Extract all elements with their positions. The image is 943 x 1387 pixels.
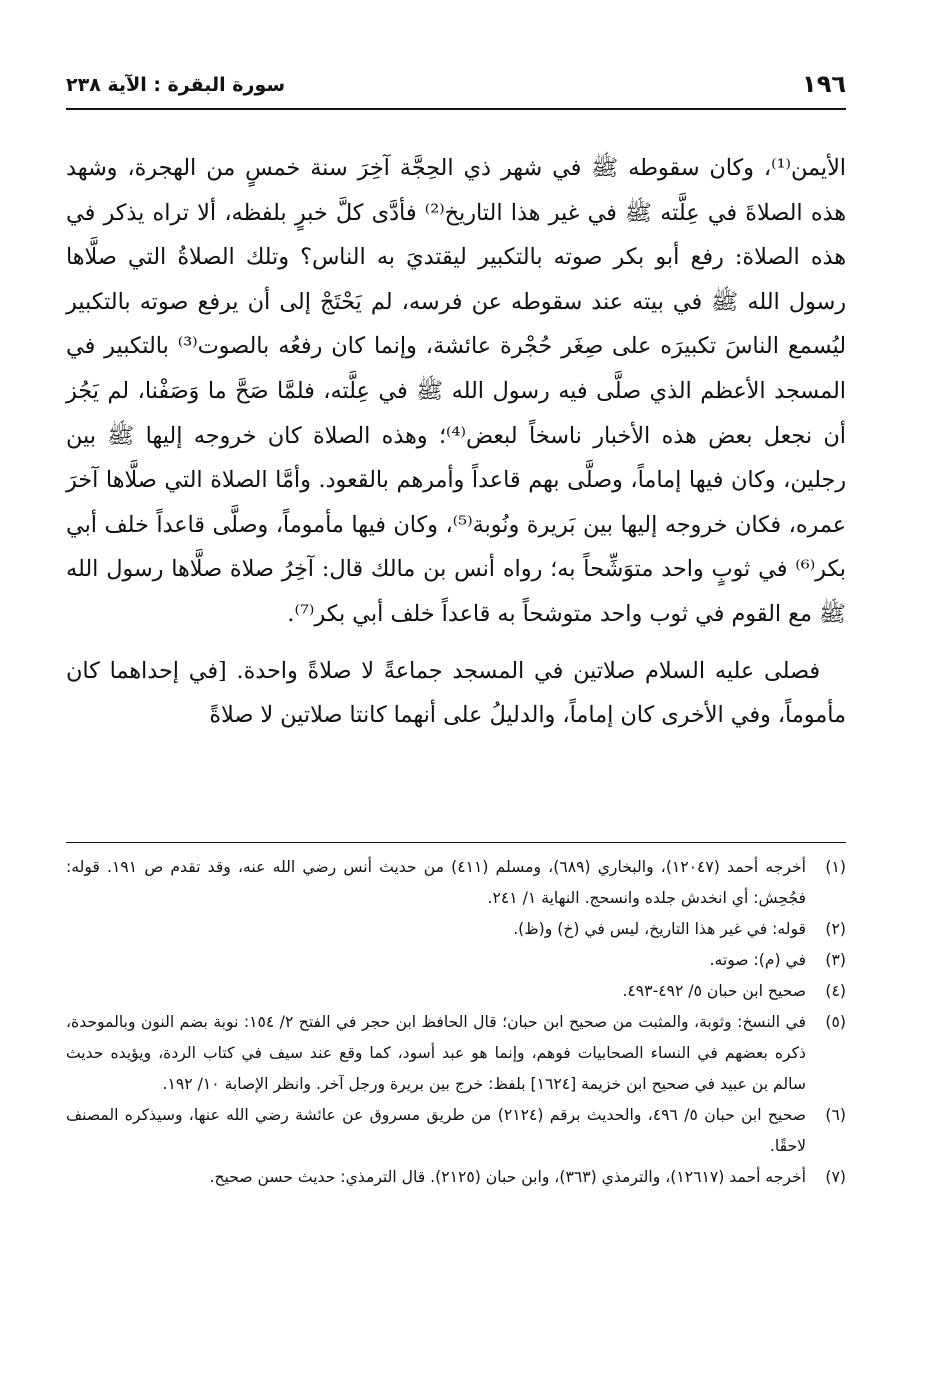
footnote-text: في (م): صوته. [709,951,806,969]
footnote-number: (٥) [825,1013,846,1031]
footnote [66,1007,846,1100]
footnote-text: صحيح ابن حبان ٥/ ٤٩٦، والحديث برقم (٢١٢٤) من طريق مسروق عن عائشة رضي الله عنها، وسيذكره المصنف لاحقًا. [66,1106,807,1155]
footnote [66,976,846,1007]
paragraph: الأيمن⁽¹⁾، وكان سقوطه ﷺ في شهر ذي الحِجَّة آخِرَ سنة خمسٍ من الهجرة، وشهد هذه الصلاةَ في عِلَّته ﷺ في غير هذا التاريخ⁽²⁾ فأدَّى كلَّ خبرٍ بلفظه، ألا تراه يذكر في هذه الصلاة: رفع أبو بكر صوته بالتكبير ليقتديَ به الناس؟ وتلك الصلاةُ التي صلَّاها رسول الله ﷺ في بيته عند سقوطه عن فرسه، لم يَحْتَجْ إلى أن يرفع صوته بالتكبير ليُسمع الناسَ تكبيرَه على صِغَر حُجْرة عائشة، وإنما كان رفعُه بالصوت⁽³⁾ بالتكبير في المسجد الأعظم الذي صلَّى فيه رسول الله ﷺ في عِلَّته، فلمَّا صَحَّ ما وَصَفْنا، لم يَجُز أن نجعل بعض هذه الأخبار ناسخاً لبعض⁽⁴⁾؛ وهذه الصلاة كان خروجه إليها ﷺ بين رجلين، وكان فيها إماماً، وصلَّى بهم قاعداً وأمرهم بالقعود. وأمَّا الصلاة التي صلَّاها آخرَ عمره، فكان خروجه إليها بين بَريرة ونُوبة⁽⁵⁾، وكان فيها مأموماً، وصلَّى قاعداً خلف أبي بكر⁽⁶⁾ في ثوبٍ واحد متوَشِّحاً به؛ رواه أنس بن مالك قال: آخِرُ صلاة صلَّاها رسول الله ﷺ مع القوم في ثوب واحد متوشحاً به قاعداً خلف أبي بكر⁽⁷⁾. [66,155,847,627]
footnote-number: (٦) [825,1106,846,1124]
footnote [66,852,846,914]
header-rule [66,108,846,110]
footnotes [66,852,846,1193]
footnote-number: (٢) [825,920,846,938]
footnote [66,1100,846,1162]
footnote [66,914,846,945]
footnote [66,1162,846,1193]
footnote-text: أخرجه أحمد (١٢٠٤٧)، والبخاري (٦٨٩)، ومسلم (٤١١) من حديث أنس رضي الله عنه، وقد تقدم ص ١٩١. قوله: فجُحِش: أي انخدش جلده وانسحج. النهاية ١/ ٢٤١. [66,858,807,907]
page-number: ١٩٦ [802,70,846,98]
footnote-number: (٧) [825,1168,846,1186]
footnote-number: (١) [825,858,846,876]
footnote-text: قوله: في غير هذا التاريخ، ليس في (خ) و(ظ). [513,920,806,938]
footnote-number: (٣) [825,951,846,969]
footnote-separator [66,842,846,843]
footnote-text: أخرجه أحمد (١٢٦١٧)، والترمذي (٣٦٣)، وابن حبان (٢١٢٥). قال الترمذي: حديث حسن صحيح. [209,1168,806,1186]
main-text [66,146,846,738]
footnote-number: (٤) [825,982,846,1000]
page-header [66,70,846,102]
footnote-text: صحيح ابن حبان ٥/ ٤٩٢-٤٩٣. [622,982,806,1000]
paragraph: فصلى عليه السلام صلاتين في المسجد جماعةً لا صلاةً واحدة. [في إحداهما كان مأموماً، وفي الأخرى كان إماماً، والدليلُ على أنهما كانتا صلاتين لا صلاةً [66,657,846,729]
running-head: سورة البقرة : الآية ٢٣٨ [66,74,286,96]
footnote-text: في النسخ: وثوبة، والمثبت من صحيح ابن حبان؛ قال الحافظ ابن حجر في الفتح ٢/ ١٥٤: نوبة بضم النون وبالموحدة، ذكره بعضهم في النساء الصحابيات فوهم، وإنما هو عبد أسود، كما وقع عند سيف في كتاب الردة، ويؤيده حديث سالم بن عبيد في صحيح ابن خزيمة [١٦٢٤] بلفظ: خرج بين بريرة ورجل آخر. وانظر الإصابة ١٠/ ١٩٢. [66,1013,807,1093]
footnote [66,945,846,976]
